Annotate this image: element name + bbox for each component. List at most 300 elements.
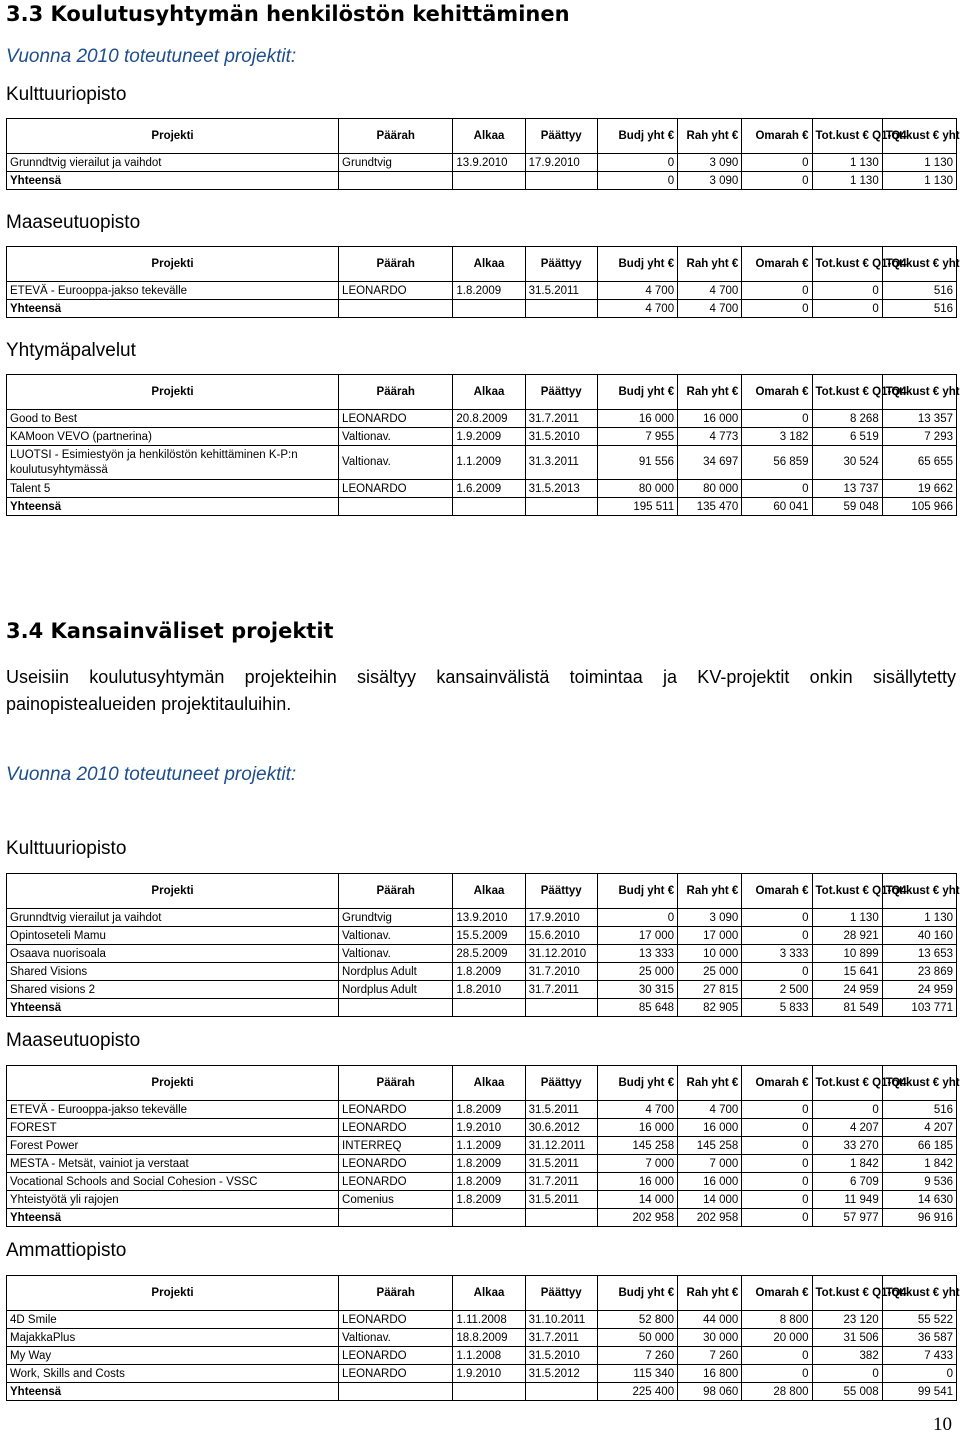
table-cell	[453, 300, 525, 318]
table-cell: 65 655	[882, 446, 956, 480]
column-header: Projekti	[7, 1276, 339, 1311]
column-header: Alkaa	[453, 247, 525, 282]
table-cell: 6 519	[812, 428, 882, 446]
table-cell: 13.9.2010	[453, 154, 525, 172]
table-cell: 0	[742, 154, 812, 172]
table-cell: 55 008	[812, 1383, 882, 1401]
column-header: Päärah	[339, 1066, 453, 1101]
table-cell	[453, 498, 525, 516]
table-cell: Grundtvig	[339, 909, 453, 927]
table-cell: Opintoseteli Mamu	[7, 927, 339, 945]
table-cell: Valtionav.	[339, 446, 453, 480]
table-cell: 31.5.2011	[525, 1191, 597, 1209]
table-cell: 13.9.2010	[453, 909, 525, 927]
table-cell: 31.5.2010	[525, 428, 597, 446]
column-header: Budj yht €	[597, 119, 677, 154]
section-paragraph: Useisiin koulutusyhtymän projekteihin sisältyy kansainvälistä toimintaa ja KV-projektit onkin sisällytetty painopistealueiden projektitauluihin.	[6, 667, 956, 714]
table-total-row	[7, 300, 957, 318]
table-cell: 1.8.2009	[453, 282, 525, 300]
table-cell: 516	[882, 282, 956, 300]
table-row	[7, 480, 957, 498]
table-cell: 516	[882, 300, 956, 318]
org-title: Ammattiopisto	[6, 1240, 127, 1261]
table-cell: 103 771	[882, 999, 956, 1017]
table-cell: 81 549	[812, 999, 882, 1017]
table-cell	[453, 999, 525, 1017]
table-row	[7, 909, 957, 927]
table-header-row	[7, 1276, 957, 1311]
table-cell: 31.7.2011	[525, 410, 597, 428]
table-cell: 3 090	[678, 909, 742, 927]
table-cell: 31.5.2012	[525, 1365, 597, 1383]
table-cell: MESTA - Metsät, vainiot ja verstaat	[7, 1155, 339, 1173]
table-cell: Yhteensä	[7, 999, 339, 1017]
table-row	[7, 410, 957, 428]
table-cell: 23 120	[812, 1311, 882, 1329]
table-cell: 1 842	[812, 1155, 882, 1173]
table-row	[7, 927, 957, 945]
table-cell: Forest Power	[7, 1137, 339, 1155]
table-cell: 7 260	[597, 1347, 677, 1365]
table-cell: Good to Best	[7, 410, 339, 428]
table-cell: 202 958	[678, 1209, 742, 1227]
table-cell: 15.6.2010	[525, 927, 597, 945]
table-cell: 23 869	[882, 963, 956, 981]
table-cell: Shared Visions	[7, 963, 339, 981]
table-cell: 31.5.2011	[525, 1101, 597, 1119]
table-cell: 25 000	[597, 963, 677, 981]
table-cell: Grunndtvig vierailut ja vaihdot	[7, 154, 339, 172]
table-cell: 57 977	[812, 1209, 882, 1227]
table-cell: 36 587	[882, 1329, 956, 1347]
table-cell: 85 648	[597, 999, 677, 1017]
table-cell	[339, 1209, 453, 1227]
table-cell: Grundtvig	[339, 154, 453, 172]
project-table	[6, 1065, 960, 1227]
column-header: Omarah €	[742, 1066, 812, 1101]
project-table	[6, 873, 960, 1017]
column-header: Omarah €	[742, 247, 812, 282]
table-row	[7, 963, 957, 981]
project-table	[6, 118, 960, 190]
table-row	[7, 945, 957, 963]
column-header: Budj yht €	[597, 375, 677, 410]
table-cell: 0	[597, 154, 677, 172]
table-header-row	[7, 1066, 957, 1101]
table-row	[7, 428, 957, 446]
table-row	[7, 1101, 957, 1119]
table-cell: Nordplus Adult	[339, 963, 453, 981]
table-total-row	[7, 172, 957, 190]
table-cell: 40 160	[882, 927, 956, 945]
table-cell: 3 182	[742, 428, 812, 446]
table-cell: 516	[882, 1101, 956, 1119]
table-header-row	[7, 119, 957, 154]
table-cell: 30 524	[812, 446, 882, 480]
table-cell: 31.12.2011	[525, 1137, 597, 1155]
table-cell: 195 511	[597, 498, 677, 516]
table-cell: 31.12.2010	[525, 945, 597, 963]
table-cell: 30 000	[678, 1329, 742, 1347]
column-header: Tot.kust € Q1-Q4	[812, 874, 882, 909]
table-cell: 0	[742, 909, 812, 927]
table-cell: 1.1.2008	[453, 1347, 525, 1365]
table-cell: 4 700	[597, 282, 677, 300]
table-cell: 1.8.2009	[453, 1173, 525, 1191]
column-header: Tot.kust € Q1-Q4	[812, 1066, 882, 1101]
table-cell: 17 000	[597, 927, 677, 945]
project-table	[6, 1275, 960, 1401]
table-row	[7, 154, 957, 172]
table-cell: 0	[882, 1365, 956, 1383]
table-cell: 66 185	[882, 1137, 956, 1155]
table-cell: 9 536	[882, 1173, 956, 1191]
table-cell: Nordplus Adult	[339, 981, 453, 999]
column-header: Rah yht €	[678, 1276, 742, 1311]
table-cell: 1.1.2009	[453, 1137, 525, 1155]
table-cell: 115 340	[597, 1365, 677, 1383]
table-cell: 1 130	[882, 909, 956, 927]
table-cell	[339, 999, 453, 1017]
column-header: Tot.kust € yht	[882, 375, 956, 410]
table-cell: 0	[742, 410, 812, 428]
table-cell: 0	[742, 1137, 812, 1155]
table-cell: 1.8.2009	[453, 1191, 525, 1209]
table-cell: 59 048	[812, 498, 882, 516]
table-cell: 52 800	[597, 1311, 677, 1329]
column-header: Alkaa	[453, 1066, 525, 1101]
table-cell: 30.6.2012	[525, 1119, 597, 1137]
table-cell: 105 966	[882, 498, 956, 516]
column-header: Budj yht €	[597, 1276, 677, 1311]
column-header: Omarah €	[742, 119, 812, 154]
table-row	[7, 1137, 957, 1155]
column-header: Päättyy	[525, 1066, 597, 1101]
column-header: Päättyy	[525, 375, 597, 410]
column-header: Alkaa	[453, 874, 525, 909]
column-header: Rah yht €	[678, 874, 742, 909]
table-cell: 16 000	[597, 1173, 677, 1191]
table-cell: 14 000	[678, 1191, 742, 1209]
table-cell: 1.11.2008	[453, 1311, 525, 1329]
table-cell: 96 916	[882, 1209, 956, 1227]
table-cell: 5 833	[742, 999, 812, 1017]
table-cell: 25 000	[678, 963, 742, 981]
table-cell: Yhteistyötä yli rajojen	[7, 1191, 339, 1209]
table-cell: 4 700	[678, 282, 742, 300]
table-cell	[525, 999, 597, 1017]
table-cell: 0	[742, 282, 812, 300]
table-cell: 91 556	[597, 446, 677, 480]
table-cell: LEONARDO	[339, 1155, 453, 1173]
table-cell: 1 130	[812, 154, 882, 172]
table-cell: 7 955	[597, 428, 677, 446]
table-cell: 31.7.2011	[525, 981, 597, 999]
table-cell: 0	[742, 1347, 812, 1365]
table-cell: KAMoon VEVO (partnerina)	[7, 428, 339, 446]
table-cell: 3 333	[742, 945, 812, 963]
table-cell	[453, 1209, 525, 1227]
table-cell: 30 315	[597, 981, 677, 999]
table-cell: 20 000	[742, 1329, 812, 1347]
table-cell	[525, 498, 597, 516]
org-title: Maaseutuopisto	[6, 212, 141, 233]
table-cell: 18.8.2009	[453, 1329, 525, 1347]
column-header: Päättyy	[525, 247, 597, 282]
table-cell: LEONARDO	[339, 1173, 453, 1191]
table-row	[7, 1155, 957, 1173]
table-cell: Valtionav.	[339, 428, 453, 446]
table-cell: 31 506	[812, 1329, 882, 1347]
column-header: Tot.kust € Q1-Q4	[812, 375, 882, 410]
column-header: Päärah	[339, 375, 453, 410]
table-cell: 11 949	[812, 1191, 882, 1209]
column-header: Tot.kust € yht	[882, 874, 956, 909]
table-cell	[525, 1383, 597, 1401]
column-header: Projekti	[7, 247, 339, 282]
table-row	[7, 1119, 957, 1137]
table-cell: MajakkaPlus	[7, 1329, 339, 1347]
table-cell: 10 000	[678, 945, 742, 963]
table-cell: 44 000	[678, 1311, 742, 1329]
column-header: Budj yht €	[597, 874, 677, 909]
table-cell	[339, 172, 453, 190]
table-cell: 4 207	[882, 1119, 956, 1137]
table-cell	[339, 300, 453, 318]
table-cell: 8 800	[742, 1311, 812, 1329]
table-cell: 1.8.2009	[453, 1101, 525, 1119]
page-number: 10	[933, 1414, 952, 1435]
table-cell	[453, 1383, 525, 1401]
table-cell: 0	[812, 282, 882, 300]
table-cell: 27 815	[678, 981, 742, 999]
table-cell: 13 357	[882, 410, 956, 428]
table-cell: LUOTSI - Esimiestyön ja henkilöstön kehittäminen K-P:n koulutusyhtymässä	[7, 446, 339, 480]
table-cell: 50 000	[597, 1329, 677, 1347]
table-cell	[339, 498, 453, 516]
table-row	[7, 1365, 957, 1383]
section-heading-3-3: 3.3 Koulutusyhtymän henkilöstön kehittäminen	[6, 2, 570, 26]
table-cell: Yhteensä	[7, 1383, 339, 1401]
table-cell: 98 060	[678, 1383, 742, 1401]
table-row	[7, 1329, 957, 1347]
table-cell: LEONARDO	[339, 1311, 453, 1329]
table-cell: 0	[742, 300, 812, 318]
table-cell: 0	[742, 172, 812, 190]
table-cell: Yhteensä	[7, 498, 339, 516]
table-cell: ETEVÄ - Eurooppa-jakso tekevälle	[7, 282, 339, 300]
table-cell: 13 333	[597, 945, 677, 963]
column-header: Tot.kust € yht	[882, 119, 956, 154]
table-cell: 13 737	[812, 480, 882, 498]
table-cell: 1 130	[812, 172, 882, 190]
table-cell: 145 258	[597, 1137, 677, 1155]
column-header: Budj yht €	[597, 247, 677, 282]
table-cell: 0	[812, 1365, 882, 1383]
table-cell: 1.9.2010	[453, 1119, 525, 1137]
table-row	[7, 282, 957, 300]
table-cell: 33 270	[812, 1137, 882, 1155]
table-cell: 17.9.2010	[525, 154, 597, 172]
table-cell: LEONARDO	[339, 1365, 453, 1383]
table-header-row	[7, 247, 957, 282]
table-cell: 24 959	[812, 981, 882, 999]
table-cell: 1.8.2009	[453, 1155, 525, 1173]
table-header-row	[7, 874, 957, 909]
project-table	[6, 246, 960, 318]
table-cell: 31.5.2013	[525, 480, 597, 498]
table-cell: 0	[597, 909, 677, 927]
table-cell: 16 000	[678, 410, 742, 428]
table-row	[7, 1311, 957, 1329]
table-cell: LEONARDO	[339, 1347, 453, 1365]
table-cell: 16 000	[597, 1119, 677, 1137]
table-cell: 20.8.2009	[453, 410, 525, 428]
table-cell	[525, 172, 597, 190]
project-table	[6, 374, 960, 516]
column-header: Alkaa	[453, 375, 525, 410]
table-cell: Shared visions 2	[7, 981, 339, 999]
table-cell: Yhteensä	[7, 172, 339, 190]
table-cell: Osaava nuorisoala	[7, 945, 339, 963]
column-header: Omarah €	[742, 375, 812, 410]
table-cell: 0	[742, 1365, 812, 1383]
table-cell: Valtionav.	[339, 927, 453, 945]
column-header: Projekti	[7, 1066, 339, 1101]
table-header-row	[7, 375, 957, 410]
table-cell: INTERREQ	[339, 1137, 453, 1155]
table-cell: 16 000	[678, 1119, 742, 1137]
table-cell: 31.7.2011	[525, 1329, 597, 1347]
table-cell: 31.5.2011	[525, 1155, 597, 1173]
table-cell: 7 000	[597, 1155, 677, 1173]
table-cell: 14 000	[597, 1191, 677, 1209]
table-cell: 1.9.2010	[453, 1365, 525, 1383]
column-header: Rah yht €	[678, 1066, 742, 1101]
table-cell: 7 260	[678, 1347, 742, 1365]
column-header: Rah yht €	[678, 375, 742, 410]
table-cell: 0	[742, 963, 812, 981]
table-cell	[525, 1209, 597, 1227]
table-cell: 0	[742, 1155, 812, 1173]
column-header: Tot.kust € yht	[882, 1066, 956, 1101]
table-cell: 4 207	[812, 1119, 882, 1137]
table-cell: 4 700	[597, 1101, 677, 1119]
table-cell: 1 842	[882, 1155, 956, 1173]
table-cell: 0	[812, 300, 882, 318]
table-cell: 0	[742, 1209, 812, 1227]
column-header: Päärah	[339, 1276, 453, 1311]
table-cell: 8 268	[812, 410, 882, 428]
table-cell: Valtionav.	[339, 945, 453, 963]
table-cell: 1.1.2009	[453, 446, 525, 480]
table-cell: 145 258	[678, 1137, 742, 1155]
table-cell	[339, 1383, 453, 1401]
table-cell: 4 700	[597, 300, 677, 318]
table-cell: 0	[742, 1119, 812, 1137]
table-cell: 0	[742, 1173, 812, 1191]
table-cell: 17 000	[678, 927, 742, 945]
table-cell: 16 800	[678, 1365, 742, 1383]
table-cell: 382	[812, 1347, 882, 1365]
table-cell: 135 470	[678, 498, 742, 516]
table-cell: 55 522	[882, 1311, 956, 1329]
table-cell: FOREST	[7, 1119, 339, 1137]
column-header: Projekti	[7, 119, 339, 154]
table-cell: 1.9.2009	[453, 428, 525, 446]
table-cell: 1.8.2009	[453, 963, 525, 981]
column-header: Rah yht €	[678, 247, 742, 282]
table-cell: 16 000	[597, 410, 677, 428]
table-row	[7, 1191, 957, 1209]
column-header: Projekti	[7, 375, 339, 410]
table-cell: 28 921	[812, 927, 882, 945]
table-cell: 202 958	[597, 1209, 677, 1227]
column-header: Päättyy	[525, 874, 597, 909]
table-cell: 0	[597, 172, 677, 190]
column-header: Omarah €	[742, 1276, 812, 1311]
table-cell: 1 130	[812, 909, 882, 927]
column-header: Budj yht €	[597, 1066, 677, 1101]
section-heading-3-4: 3.4 Kansainväliset projektit	[6, 619, 334, 643]
table-cell: 31.7.2011	[525, 1173, 597, 1191]
table-cell: 0	[812, 1101, 882, 1119]
table-cell: 31.5.2011	[525, 282, 597, 300]
table-cell: Grunndtvig vierailut ja vaihdot	[7, 909, 339, 927]
table-cell: 14 630	[882, 1191, 956, 1209]
column-header: Omarah €	[742, 874, 812, 909]
table-row	[7, 1347, 957, 1365]
table-total-row	[7, 498, 957, 516]
table-cell: Vocational Schools and Social Cohesion - VSSC	[7, 1173, 339, 1191]
org-title: Kulttuuriopisto	[6, 838, 127, 859]
table-cell: 7 433	[882, 1347, 956, 1365]
table-cell: Yhteensä	[7, 300, 339, 318]
table-cell: 80 000	[597, 480, 677, 498]
table-cell	[525, 300, 597, 318]
table-cell: 4 700	[678, 300, 742, 318]
table-cell: 34 697	[678, 446, 742, 480]
table-cell: 60 041	[742, 498, 812, 516]
table-cell: 3 090	[678, 172, 742, 190]
column-header: Projekti	[7, 874, 339, 909]
table-cell: 56 859	[742, 446, 812, 480]
table-row	[7, 1173, 957, 1191]
table-cell: 7 000	[678, 1155, 742, 1173]
table-cell: LEONARDO	[339, 1101, 453, 1119]
table-cell: 31.7.2010	[525, 963, 597, 981]
table-cell: 7 293	[882, 428, 956, 446]
org-title: Kulttuuriopisto	[6, 84, 127, 105]
table-cell: 15.5.2009	[453, 927, 525, 945]
table-cell: 0	[742, 1101, 812, 1119]
table-cell: 6 709	[812, 1173, 882, 1191]
table-cell: Valtionav.	[339, 1329, 453, 1347]
table-cell: LEONARDO	[339, 1119, 453, 1137]
table-cell: 3 090	[678, 154, 742, 172]
table-cell: LEONARDO	[339, 282, 453, 300]
table-total-row	[7, 1383, 957, 1401]
table-cell: 4 773	[678, 428, 742, 446]
table-cell: 31.3.2011	[525, 446, 597, 480]
table-row	[7, 446, 957, 480]
table-cell: 19 662	[882, 480, 956, 498]
table-cell: 13 653	[882, 945, 956, 963]
table-cell: 4D Smile	[7, 1311, 339, 1329]
org-title: Yhtymäpalvelut	[6, 340, 136, 361]
table-cell: 1 130	[882, 172, 956, 190]
column-header: Rah yht €	[678, 119, 742, 154]
